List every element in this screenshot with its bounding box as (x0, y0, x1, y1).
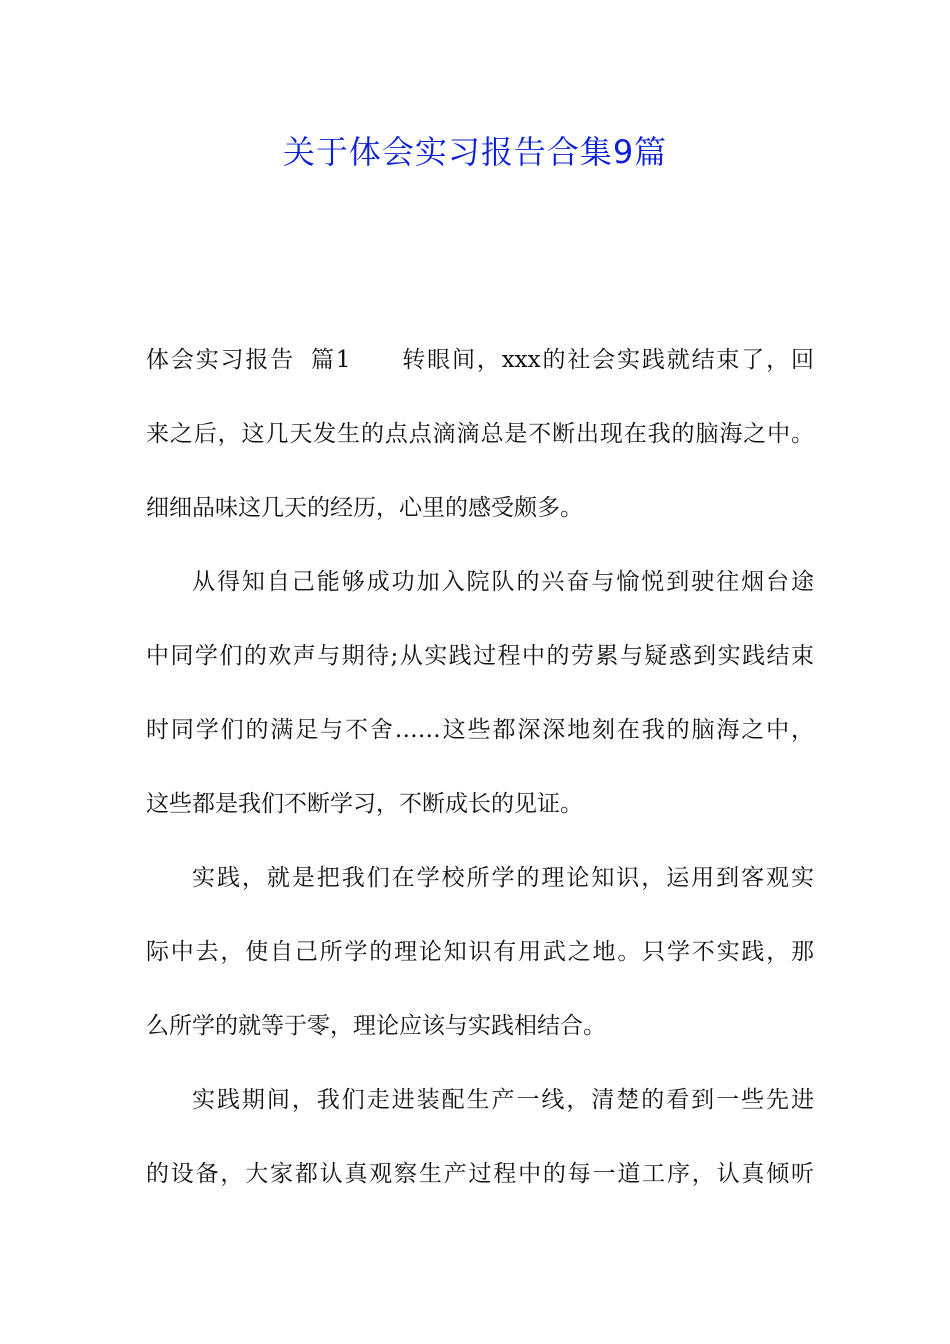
paragraph-line: 细细品味这几天的经历，心里的感受颇多。 (146, 495, 583, 521)
paragraph-line: 际中去，使自己所学的理论知识有用武之地。只学不实践，那 (146, 939, 814, 965)
paragraph-line (146, 323, 814, 397)
paragraph-line: 实践期间，我们走进装配生产一线，清楚的看到一些先进 (192, 1087, 814, 1113)
section-number: 篇1 (309, 347, 351, 373)
paragraph-line: 来之后，这几天发生的点点滴滴总是不断出现在我的脑海之中。 (146, 421, 814, 447)
paragraph-line: 的设备，大家都认真观察生产过程中的每一道工序，认真倾听 (146, 1161, 814, 1187)
paragraph-line: 么所学的就等于零，理论应该与实践相结合。 (146, 1013, 606, 1039)
paragraph-line: 时同学们的满足与不舍……这些都深深地刻在我的脑海之中， (146, 717, 814, 743)
section-heading: 体会实习报告 (146, 347, 296, 373)
paragraph-line: 从得知自己能够成功加入院队的兴奋与愉悦到驶往烟台途 (192, 569, 814, 595)
paragraph-line: 中同学们的欢声与期待;从实践过程中的劳累与疑惑到实践结束 (146, 643, 814, 669)
paragraph-line: 实践，就是把我们在学校所学的理论知识，运用到客观实 (192, 865, 814, 891)
paragraph-text: 转眼间，xxx的社会实践就结束了，回 (400, 347, 814, 373)
paragraph-line: 这些都是我们不断学习，不断成长的见证。 (146, 791, 583, 817)
document-body (146, 323, 814, 1211)
document-title: 关于体会实习报告合集9篇 (282, 133, 668, 171)
